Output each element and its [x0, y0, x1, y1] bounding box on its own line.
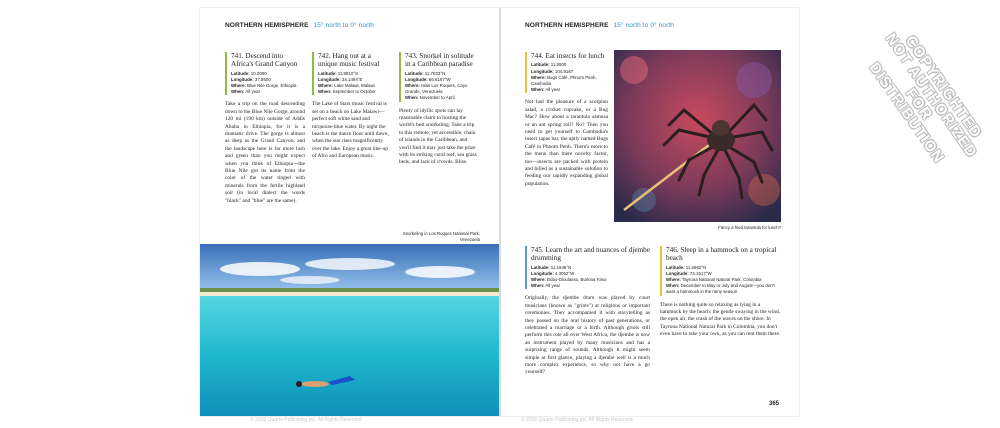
- where-row: Where: Bobo-Dioulasso, Burkina Faso: [531, 277, 607, 282]
- where-row: Where: Blue Nile Gorge, Ethiopia: [231, 83, 297, 88]
- entry-title: 741. Descend into Africa's Grand Canyon: [231, 52, 298, 69]
- tarantula-illustration: [614, 50, 781, 222]
- latitude-row: Latitude: 11.5500: [531, 62, 567, 68]
- when-row: When: All year: [531, 87, 561, 93]
- longitude-row: Longitude: 66.6167°W: [405, 76, 451, 82]
- beach-illustration: [200, 244, 500, 416]
- entry-746-head: [660, 246, 782, 296]
- longitude-row: Longitude: 34.1494°E: [318, 76, 363, 82]
- photo-caption: Snorkeling in Los Roques National Park, Venezuela: [402, 231, 480, 242]
- entry-741-head: [225, 52, 305, 95]
- copyright-watermark: COPYRIGHTED NOT AUTHORIZED FOR DISTRIBUTION: [865, 30, 986, 167]
- entry-title: 742. Hang out at a unique music festival: [318, 52, 380, 69]
- coordinate-range: 15° north to 0° north: [313, 22, 374, 29]
- entry-746: [660, 246, 782, 339]
- entry-745-head: [525, 246, 650, 289]
- longitude-row: Longitude: 104.9167: [531, 68, 574, 74]
- when-row: When: September to October: [318, 89, 376, 95]
- longitude-row: Longitude: 37.8500: [231, 76, 271, 82]
- photo-caption: Fancy a fried tarantula for lunch?: [718, 225, 781, 230]
- left-page: [200, 8, 500, 423]
- entry-744-head: [525, 52, 608, 93]
- entry-745: [525, 246, 650, 377]
- latitude-row: Latitude: 11.1649°N: [531, 264, 572, 270]
- right-page: [500, 8, 799, 423]
- entry-742-head: [312, 52, 392, 95]
- entry-body: Originally, the djembe drum was played by court musicians (known as "griots") at religious or important ceremonies. They accompanied it with storytelling as they passed on the oral history of past generations, or celebrated a marriage or a birth. Although griots still perform this role all over West Africa, the djembe is now an instrument played by many musicians and has a surprising range of sounds. Although it might seem simple at first glance, playing a djembe well is a much more complex experience, so why not have a go yourself?: [525, 295, 650, 376]
- region-label: NORTHERN HEMISPHERE: [525, 22, 609, 29]
- longitude-row: Longitude: 4.3052°W: [531, 270, 575, 276]
- where-row: Where: Tayrona National Natural Park, Colombia: [666, 277, 762, 282]
- entry-741: [225, 52, 305, 205]
- entry-744: [525, 52, 608, 188]
- latitude-row: Latitude: 11.2862°N: [666, 264, 707, 270]
- where-row: Where: Bugs Café, Phnom Penh, Cambodia: [531, 74, 597, 86]
- entry-742: [312, 52, 392, 161]
- when-row: When: All year: [531, 283, 561, 289]
- latitude-row: Latitude: 11.8810°S: [318, 70, 359, 76]
- where-row: Where: Lake Malawi, Malawi: [318, 83, 375, 88]
- page-number: 365: [768, 401, 779, 407]
- entry-743: [399, 52, 479, 167]
- entry-title: 744. Eat insects for lunch: [531, 52, 605, 60]
- when-row: When: All year: [231, 89, 261, 95]
- entry-body: The Lake of Stars music festival is set on a beach on Lake Malawi—perfect soft white sand and turquoise-blue water. By night the beach is the dance floor until dawn, when the sun rises magnificently over the lake. Enjoy a great line-up of Afro and European music.: [312, 101, 389, 160]
- entry-body: Take a trip on the road descending down to the Blue Nile Gorge, around 120 mi (190 km) outside of Addis Ababa in Ethiopia, for it is a dramatic drive. The gorge is almost as deep as the Grand Canyon, and the landscape here is far more lush and green than you might expect when you think of Ethiopia—the Blue Nile got its name from the color of the water tinged with minerals from the fertile highland soil (in local dialect the words "black" and "blue" are the same).: [225, 101, 305, 204]
- entry-title: 746. Sleep in a hammock on a tropical beach: [666, 246, 777, 263]
- longitude-row: Longitude: 74.1517°W: [666, 270, 712, 276]
- entry-title: 745. Learn the art and nuances of djembe drumming: [531, 246, 650, 263]
- entry-743-head: [399, 52, 479, 102]
- entry-body: Not had the pleasure of a scorpion salad, a cricket cupcake, or a Bug Mac? How about a tarantula samosa or an ant spring roll? No? Then you need to get yourself to Cambodia's insect tapas bar, the aptly named Bugs Café in Phnom Penh. There's more to the menu than mere novelty factor, too—insects are packed with protein and billed as a sustainable solution to feeding our rapidly expanding global population.: [525, 99, 608, 187]
- coordinate-range: 15° north to 0° north: [613, 22, 674, 29]
- entry-body: Plenty of idyllic spots can lay reasonable claim to hosting the world's best snorkeling. Take a trip to this remote, yet accessible, chain of islands in the Caribbean, and you'll find it may just take the prize with its striking coral reef, sea grass beds, and lack of crowds. Bliss.: [399, 107, 477, 166]
- entry-body: There is nothing quite so relaxing as lying in a hammock by the beach: the gentle swaying in the wind, the open air, the crash of the waves on the shore. In Tayrona National Natural Park in Colombia, you don't even have to take your own, as you can rent them there.: [660, 301, 781, 338]
- entry-title: 743. Snorkel in solitude in a Caribbean paradise: [405, 52, 474, 69]
- left-page-header: [225, 22, 374, 29]
- copyright-footer: © 2016 Quarto Publishing plc. All Rights Reserved.: [521, 417, 634, 423]
- when-row: When: November to April: [405, 95, 455, 101]
- latitude-row: Latitude: 11.7833°N: [405, 70, 446, 76]
- snorkeling-photo: [200, 244, 500, 416]
- copyright-footer: © 2016 Quarto Publishing plc. All Rights Reserved.: [250, 417, 363, 423]
- right-page-header: [525, 22, 674, 29]
- tarantula-photo: [614, 50, 781, 222]
- when-row: When: December to May or July and August—you don't want a hammock in the rainy season: [666, 283, 775, 295]
- where-row: Where: Islas Los Roques, Cayo Grande, Venezuela: [405, 83, 468, 95]
- region-label: NORTHERN HEMISPHERE: [225, 22, 309, 29]
- latitude-row: Latitude: 10.0000: [231, 70, 267, 76]
